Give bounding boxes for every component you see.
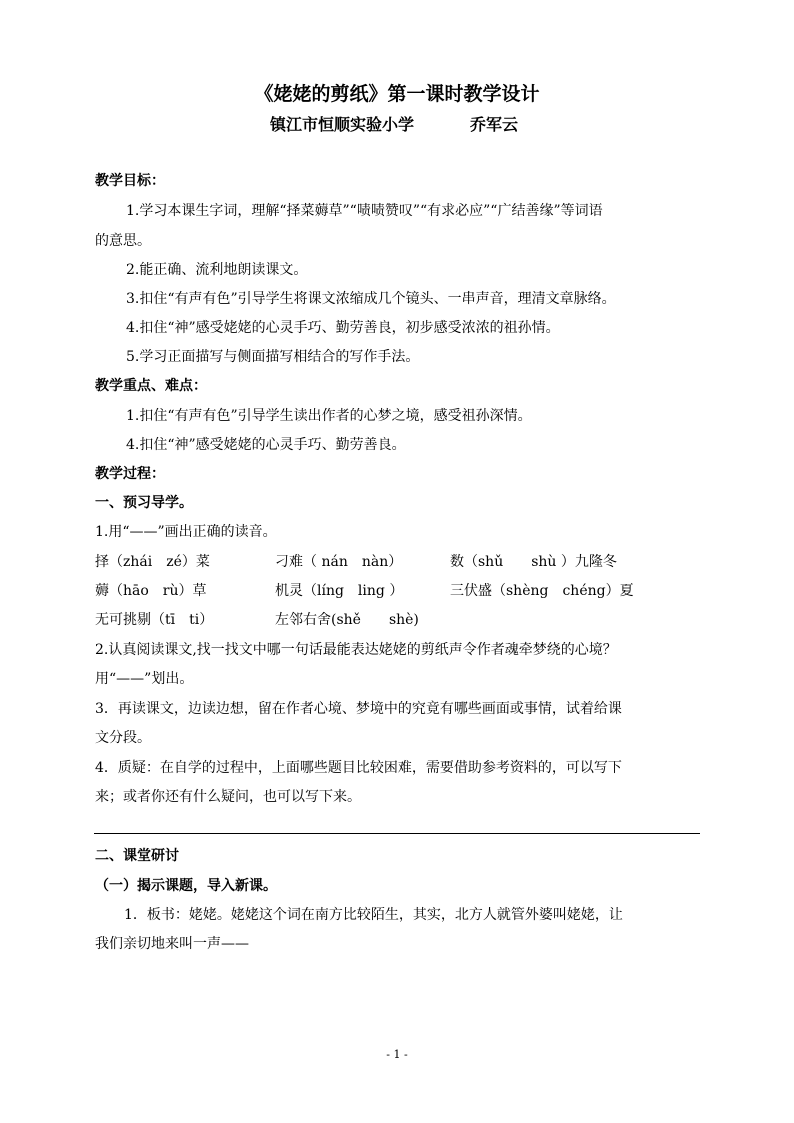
pinyin-item: 左邻右舍(shě shè) [275, 612, 419, 628]
key-point-item: 4.扣住“神”感受姥姥的心灵手巧、勤劳善良。 [126, 437, 406, 453]
task1: 1.用“——”画出正确的读音。 [95, 524, 277, 540]
part1-heading: （一）揭示课题，导入新课。 [95, 878, 277, 894]
pinyin-item: 择（zhái zé）菜 [95, 554, 210, 570]
task2-line: 用“——”划出。 [95, 671, 194, 687]
process-heading: 教学过程： [95, 466, 165, 482]
key-points-heading: 教学重点、难点： [95, 378, 207, 394]
task3-line: 文分段。 [95, 730, 151, 746]
subtitle-school: 镇江市恒顺实验小学 [270, 115, 415, 134]
pinyin-item: 刁难（ nán nàn） [275, 554, 403, 570]
objective-item: 1.学习本课生字词，理解“择菜薅草”“啧啧赞叹”“有求必应”“广结善缘”等词语 [126, 203, 603, 219]
task3-line: 3．再读课文，边读边想，留在作者心境、梦境中的究竟有哪些画面或事情，试着给课 [95, 701, 622, 717]
section1-heading: 一、预习导学。 [95, 495, 193, 511]
paragraph-line: 我们亲切地来叫一声—— [95, 936, 249, 952]
subtitle-author: 乔军云 [470, 115, 519, 134]
task2-line: 2.认真阅读课文,找一找文中哪一句话最能表达姥姥的剪纸声令作者魂牵梦绕的心境？ [95, 642, 617, 658]
objective-item: 2.能正确、流利地朗读课文。 [126, 262, 308, 278]
page-number: - 1 - [386, 1048, 408, 1061]
task4-line: 4．质疑：在自学的过程中，上面哪些题目比较困难，需要借助参考资料的，可以写下 [95, 760, 622, 776]
objective-item: 3.扣住“有声有色”引导学生将课文浓缩成几个镜头、一串声音，理清文章脉络。 [126, 291, 616, 307]
pinyin-item: 薅（hāo rù）草 [95, 583, 207, 599]
pinyin-item: 机灵（líng ling ） [275, 583, 404, 599]
page-title: 《姥姥的剪纸》第一课时教学设计 [254, 83, 540, 105]
pinyin-item: 三伏盛（shèng chéng）夏 [450, 583, 634, 599]
objective-item: 5.学习正面描写与侧面描写相结合的写作手法。 [126, 349, 420, 365]
pinyin-item: 无可挑剔（tī ti） [95, 612, 214, 628]
paragraph-line: 1．板书：姥姥。姥姥这个词在南方比较陌生，其实，北方人就管外婆叫姥姥，让 [124, 907, 623, 923]
objective-item: 的意思。 [95, 233, 151, 249]
section2-heading: 二、课堂研讨 [95, 848, 179, 864]
pinyin-item: 数（shǔ shù ）九隆冬 [450, 554, 617, 570]
key-point-item: 1.扣住“有声有色”引导学生读出作者的心梦之境，感受祖孙深情。 [126, 408, 532, 424]
objectives-heading: 教学目标： [95, 173, 165, 189]
section-divider [94, 833, 700, 834]
objective-item: 4.扣住“神”感受姥姥的心灵手巧、勤劳善良，初步感受浓浓的祖孙情。 [126, 320, 560, 336]
task4-line: 来；或者你还有什么疑问，也可以写下来。 [95, 789, 361, 805]
